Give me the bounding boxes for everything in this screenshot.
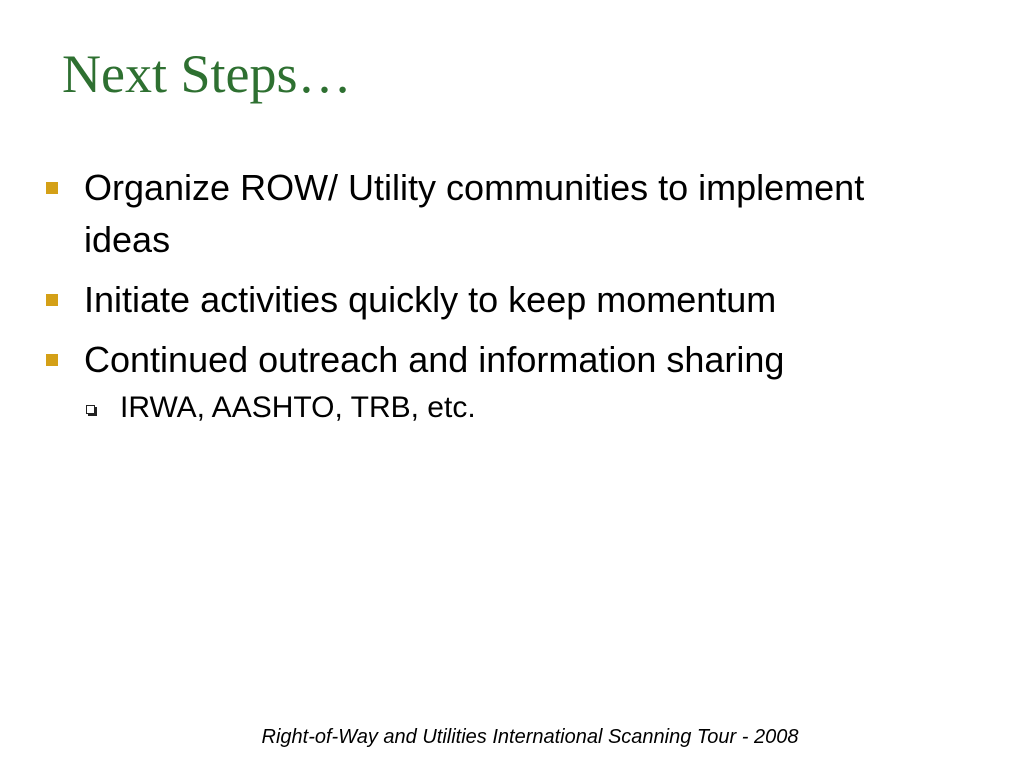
bullet-item — [46, 274, 946, 326]
bullet-text: Organize ROW/ Utility communities to implement ideas — [84, 167, 865, 260]
bullet-text: Initiate activities quickly to keep momentum — [84, 279, 777, 320]
sub-bullet-list — [84, 388, 946, 428]
square-bullet-icon — [46, 354, 58, 366]
square-bullet-icon — [46, 182, 58, 194]
bullet-list — [46, 162, 946, 436]
sub-bullet-item — [84, 388, 946, 428]
bullet-text: Continued outreach and information sharing — [84, 339, 785, 380]
bullet-item — [46, 334, 946, 428]
bullet-item — [46, 162, 946, 266]
sub-bullet-text: IRWA, AASHTO, TRB, etc. — [120, 391, 476, 424]
hollow-square-bullet-icon — [86, 405, 95, 414]
slide-footer: Right-of-Way and Utilities International Scanning Tour - 2008 — [261, 726, 799, 748]
slide-title: Next Steps… — [62, 44, 352, 104]
square-bullet-icon — [46, 294, 58, 306]
